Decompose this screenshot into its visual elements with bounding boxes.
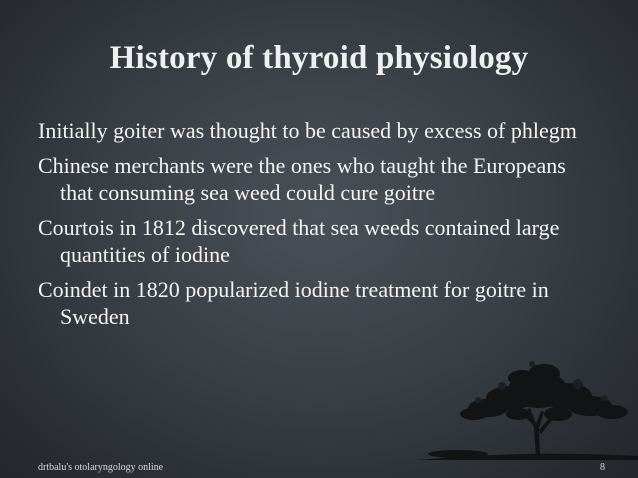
tree-silhouette-icon — [418, 350, 638, 460]
slide-title: History of thyroid physiology — [109, 40, 529, 76]
bullet-item: Courtois in 1812 discovered that sea weeds contained large quantities of iodine — [38, 215, 560, 267]
bullet-item: Chinese merchants were the ones who taught the Europeans that consuming sea weed could cure goitre — [38, 153, 566, 205]
page-number: 8 — [600, 462, 605, 473]
bullet-list — [38, 117, 603, 338]
bullet-item: Coindet in 1820 popularized iodine treatment for goitre in Sweden — [38, 277, 549, 329]
footer-text: drtbalu's otolaryngology online — [38, 462, 164, 473]
bullet-item: Initially goiter was thought to be caused by excess of phlegm — [38, 118, 577, 143]
